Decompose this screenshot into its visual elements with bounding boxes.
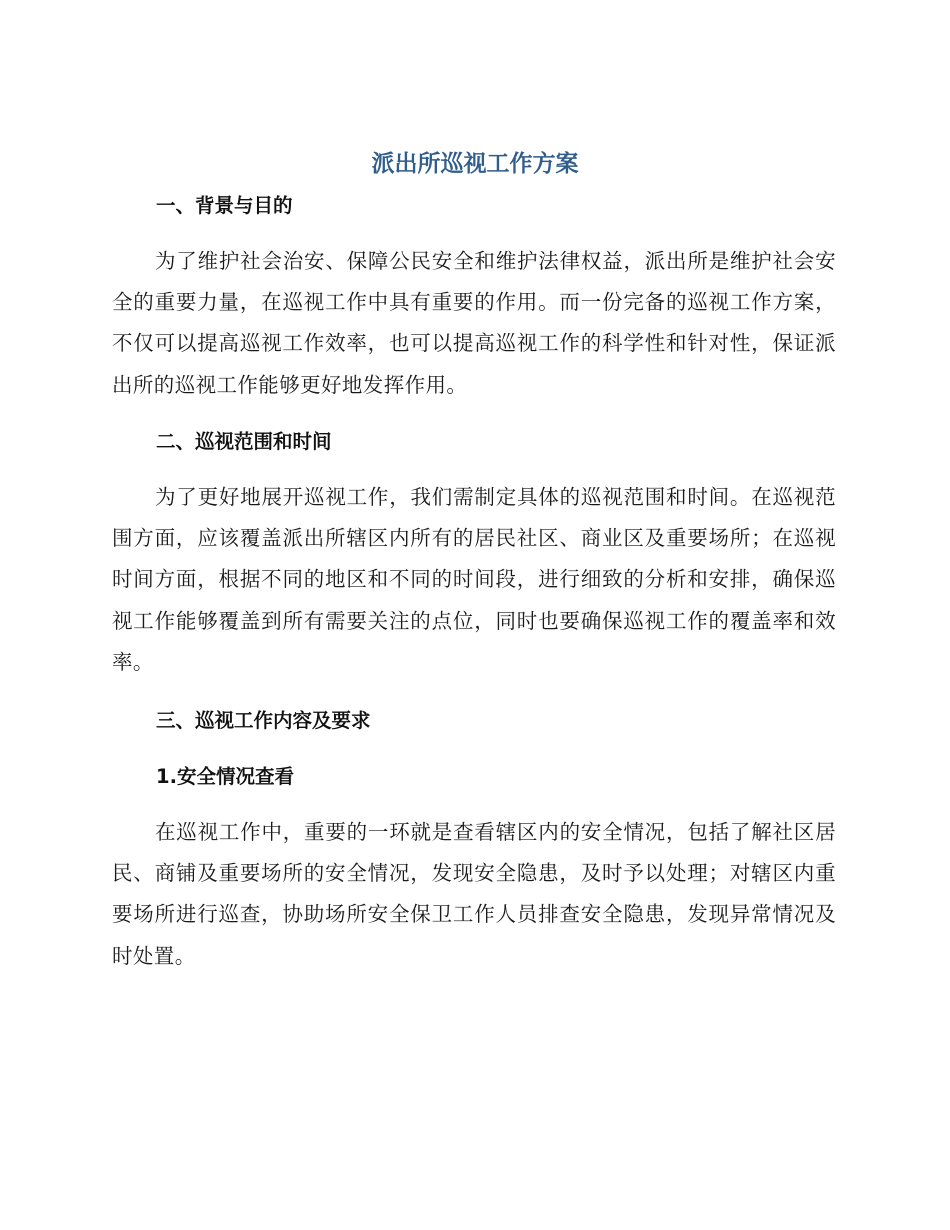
section-heading-content-requirements: 三、巡视工作内容及要求 — [156, 709, 371, 732]
subsection-heading-safety-check: 1.安全情况查看 — [156, 765, 294, 788]
section-heading-scope-time: 二、巡视范围和时间 — [156, 430, 332, 453]
subsection-paragraph-safety-check: 在巡视工作中，重要的一环就是查看辖区内的安全情况，包括了解社区居民、商铺及重要场所的安全情况，发现安全隐患，及时予以处理；对辖区内重要场所进行巡查，协助场所安全保卫工作人员排查安全隐患，发现异常情况及时处置。 — [112, 820, 836, 968]
section-paragraph-background: 为了维护社会治安、保障公民安全和维护法律权益，派出所是维护社会安全的重要力量，在巡视工作中具有重要的作用。而一份完备的巡视工作方案，不仅可以提高巡视工作效率，也可以提高巡视工作的科学性和针对性，保证派出所的巡视工作能够更好地发挥作用。 — [112, 249, 836, 397]
document-title: 派出所巡视工作方案 — [371, 151, 579, 177]
section-heading-background: 一、背景与目的 — [156, 194, 293, 217]
section-paragraph-scope-time: 为了更好地展开巡视工作，我们需制定具体的巡视范围和时间。在巡视范围方面，应该覆盖派出所辖区内所有的居民社区、商业区及重要场所；在巡视时间方面，根据不同的地区和不同的时间段，进行细致的分析和安排，确保巡视工作能够覆盖到所有需要关注的点位，同时也要确保巡视工作的覆盖率和效率。 — [112, 485, 836, 674]
